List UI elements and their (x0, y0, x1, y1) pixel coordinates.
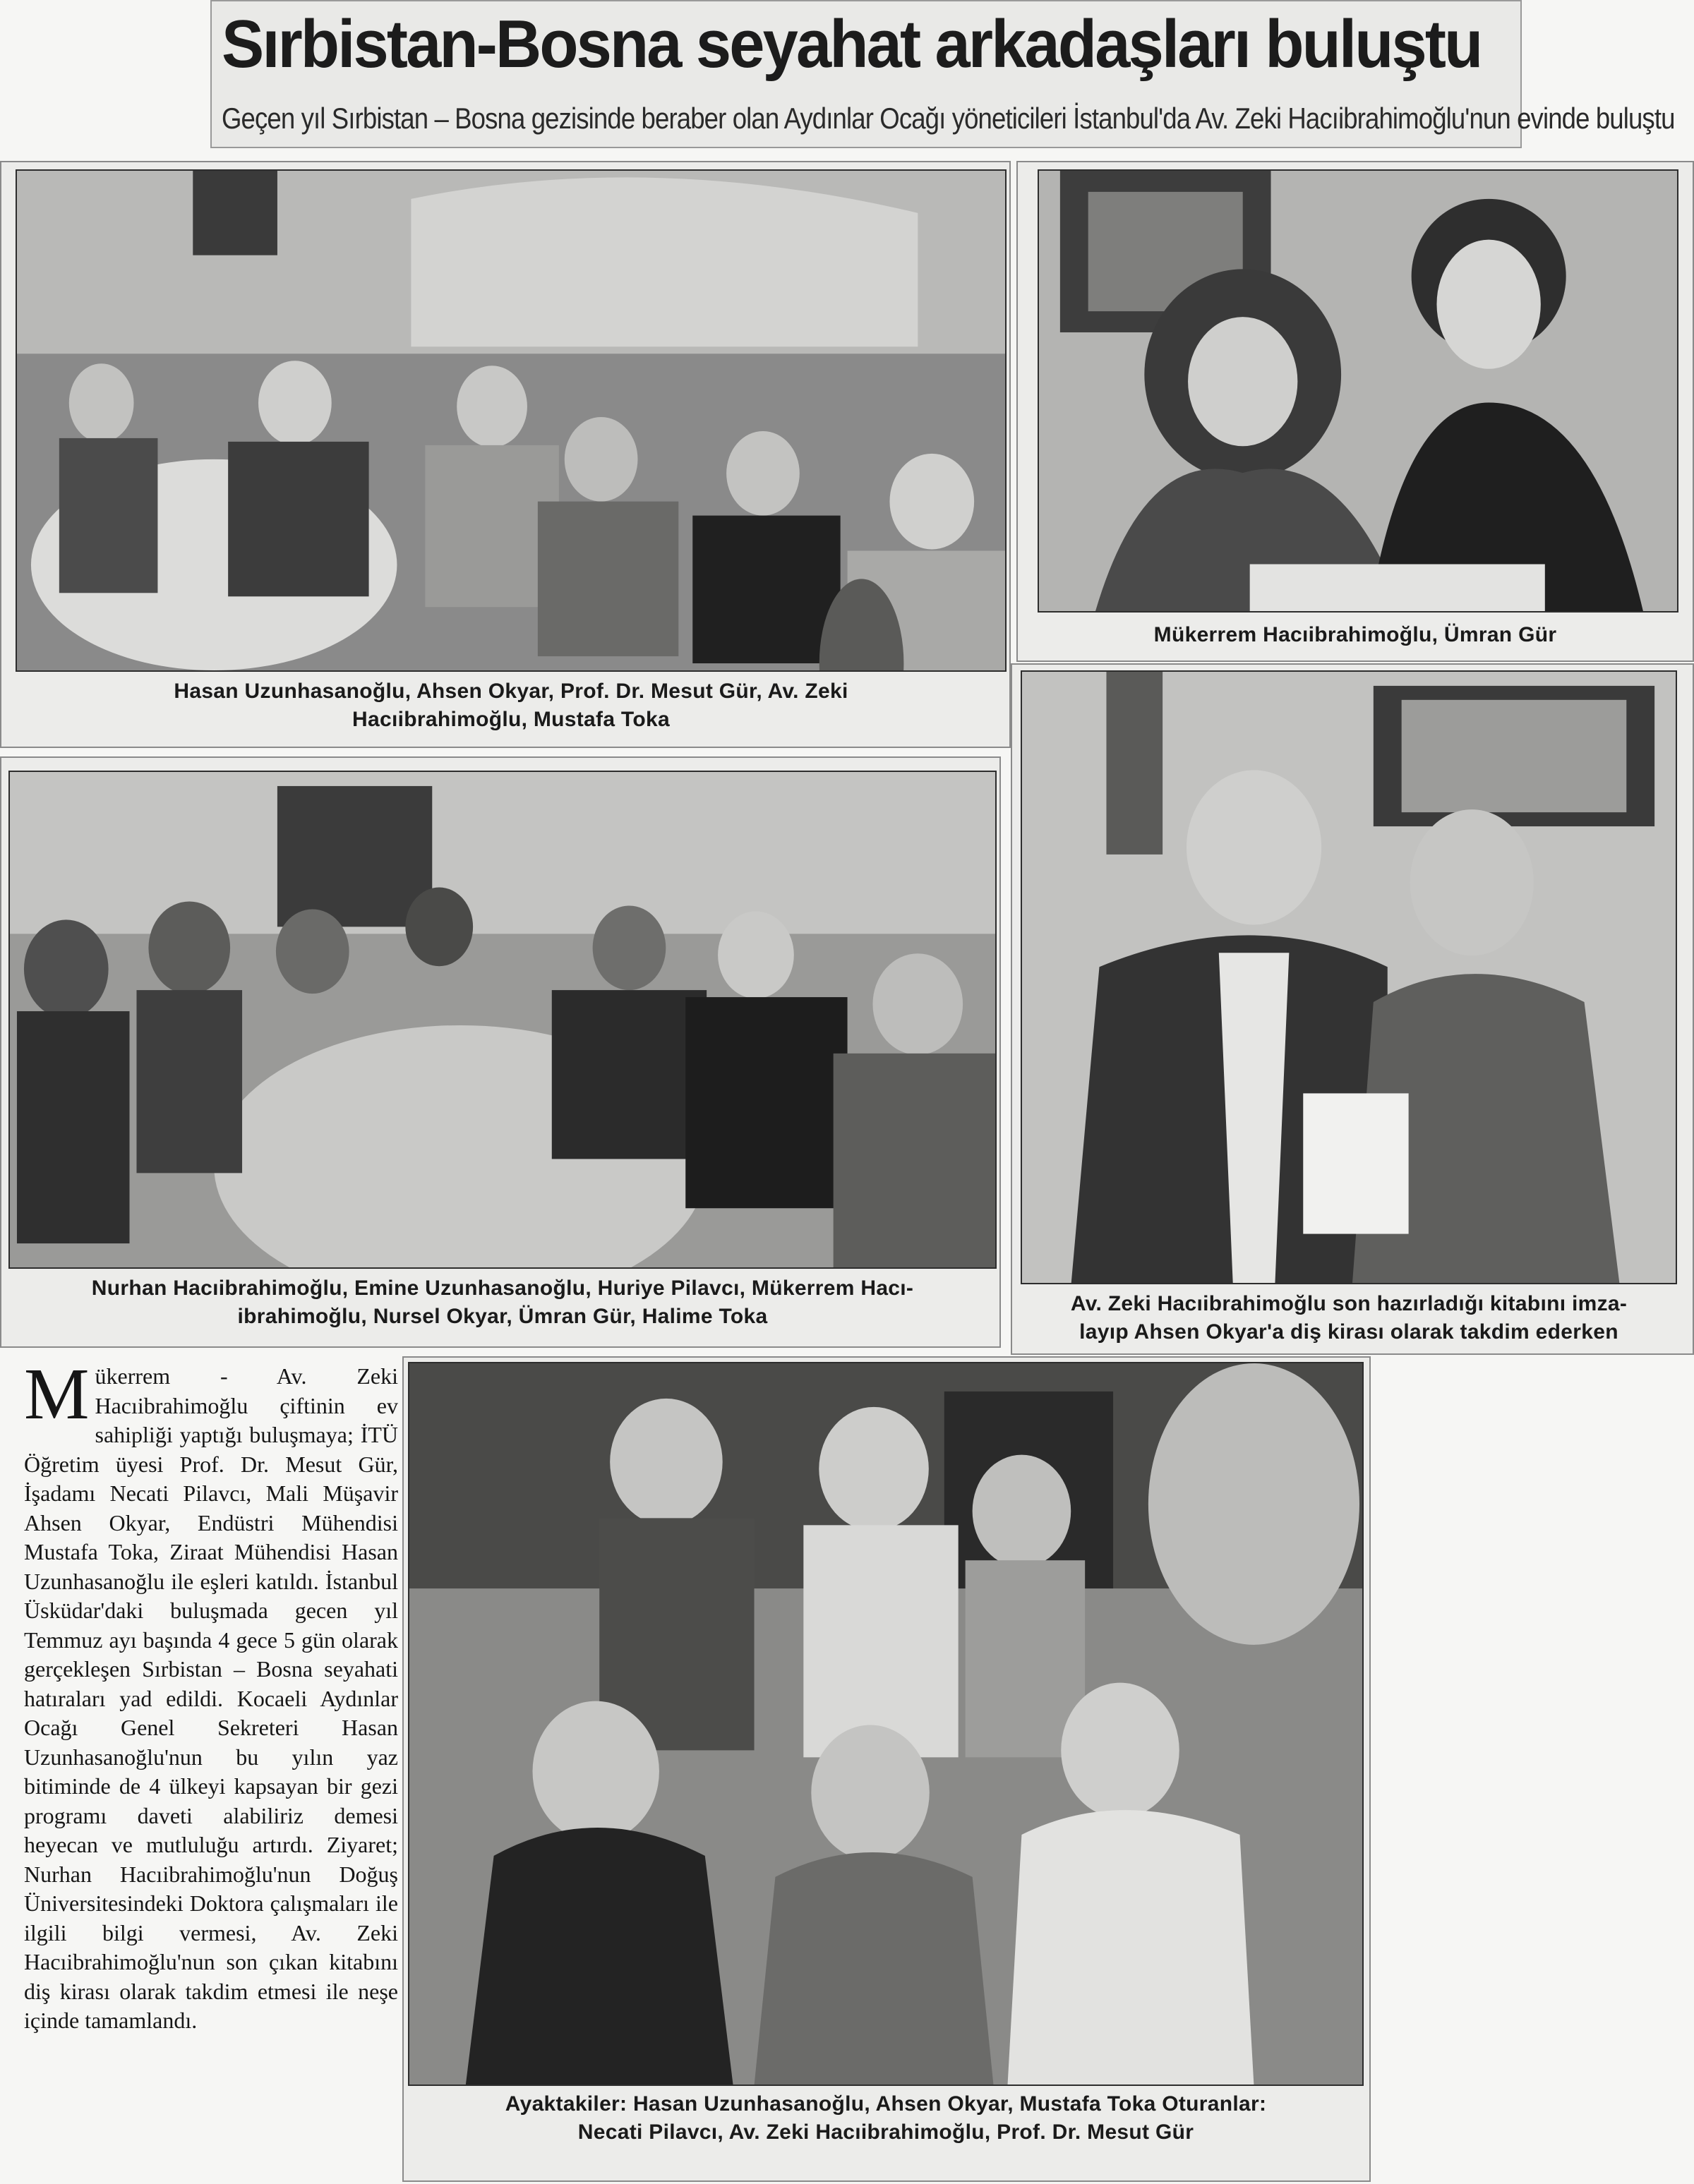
photo-1-image (17, 171, 1005, 672)
photo-2-caption-line-1: Mükerrem Hacıibrahimoğlu, Ümran Gür (1153, 623, 1557, 646)
photo-4-caption-line-1: Av. Zeki Hacıibrahimoğlu son hazırladığı kitabını imza- (1070, 1292, 1628, 1315)
photo-4-book-presentation (1021, 670, 1677, 1284)
headline-block (210, 0, 1675, 148)
article-dropcap: M (24, 1353, 90, 1435)
photo-5-caption-line-2: Necati Pilavcı, Av. Zeki Hacıibrahimoğlu, Prof. Dr. Mesut Gür (577, 2120, 1194, 2144)
photo-2-image (1039, 171, 1677, 612)
photo-1-caption-line-2: Hacıibrahimoğlu, Mustafa Toka (352, 708, 670, 731)
photo-3-image (10, 772, 995, 1269)
article-body (24, 1353, 398, 2173)
photo-2-caption (1016, 621, 1694, 656)
subheadline: Geçen yıl Sırbistan – Bosna gezisinde beraber olan Aydınlar Ocağı yöneticileri İstanbul'da Av. Zeki Hacıibrahimoğlu'nun evinde buluştu (222, 102, 1675, 135)
photo-3-caption-line-2: ibrahimoğlu, Nursel Okyar, Ümran Gür, Halime Toka (237, 1305, 768, 1328)
photo-5-image (409, 1363, 1362, 2085)
photo-2-two-women (1038, 169, 1678, 613)
photo-4-caption-line-2: layıp Ahsen Okyar'a diş kirası olarak takdim ederken (1079, 1320, 1618, 1344)
photo-5-caption-line-1: Ayaktakiler: Hasan Uzunhasanoğlu, Ahsen Okyar, Mustafa Toka Oturanlar: (505, 2092, 1267, 2116)
photo-1-group-men (16, 169, 1007, 672)
photo-3-caption-line-1: Nurhan Hacıibrahimoğlu, Emine Uzunhasanoğlu, Huriye Pilavcı, Mükerrem Hacı- (91, 1277, 914, 1300)
photo-4-caption (1021, 1290, 1677, 1352)
headline: Sırbistan-Bosna seyahat arkadaşları buluştu (222, 6, 1482, 82)
photo-5-group (408, 1362, 1364, 2086)
photo-3-caption (8, 1274, 997, 1342)
photo-4-image (1022, 672, 1676, 1283)
article-text: ükerrem - Av. Zeki Hacıibrahimoğlu çiftinin ev sahipliği yaptığı buluşmaya; İTÜ Öğretim üyesi Prof. Dr. Mesut Gür, İşadamı Necati Pilavcı, Mali Müşavir Ahsen Okyar, Endüstri Mühendisi Mustafa Toka, Ziraat Mühendisi Hasan Uzunhasanoğlu ile eşleri katıldı. İstanbul Üsküdar'daki buluşmada gecen yıl Temmuz ayı başında 4 gece 5 gün olarak gerçekleşen Sırbistan – Bosna seyahati hatıraları yad edildi. Kocaeli Aydınlar Ocağı Genel Sekreteri Hasan Uzunhasanoğlu'nun bu yılın yaz bitiminde de 4 ülkeyi kapsayan bir gezi programı daveti alabiliriz demesi heyecan ve mutluluğu artırdı. Ziyaret; Nurhan Hacıibrahimoğlu'nun Doğuş Üniversitesindeki Doktora çalışmaları ile ilgili bilgi vermesi, Av. Zeki Hacıibrahimoğlu'nun son çıkan kitabını diş kirası olarak takdim etmesi ile neşe içinde tamamlandı. (24, 1363, 398, 2033)
photo-5-caption (408, 2090, 1364, 2161)
photo-1-caption (16, 677, 1007, 741)
photo-1-caption-line-1: Hasan Uzunhasanoğlu, Ahsen Okyar, Prof. Dr. Mesut Gür, Av. Zeki (174, 680, 848, 703)
photo-3-women-table (8, 771, 997, 1269)
